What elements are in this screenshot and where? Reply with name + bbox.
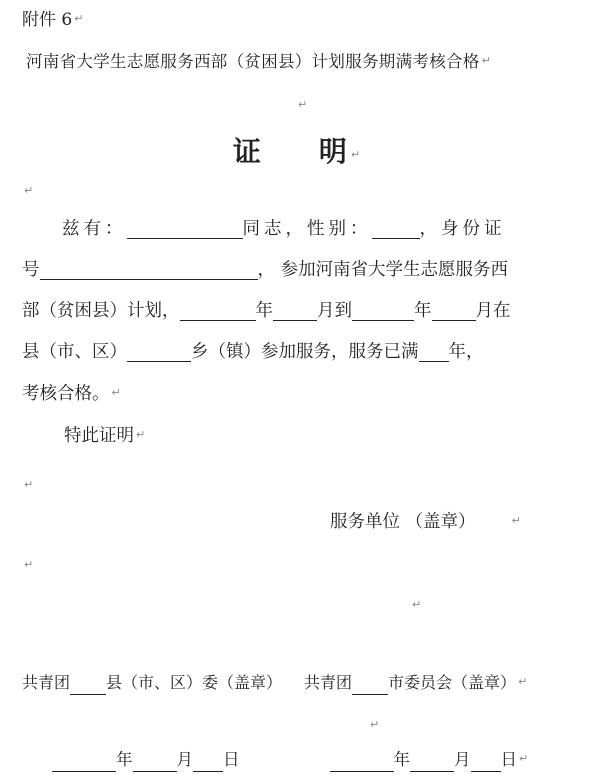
- text: 年: [414, 301, 432, 321]
- empty-paragraph: [410, 596, 421, 618]
- text: 号: [22, 260, 40, 280]
- body-line-1: [62, 219, 506, 239]
- paragraph-mark-icon: ↵: [24, 558, 34, 571]
- township-blank[interactable]: [127, 343, 191, 362]
- text: 市委员会（盖章）: [388, 673, 517, 692]
- annex-label-text: 附件 6: [22, 10, 73, 30]
- start-month-blank[interactable]: [273, 302, 317, 321]
- heading-text: 河南省大学生志愿服务西部（贫困县）计划服务期满考核合格: [26, 52, 480, 71]
- empty-paragraph: [22, 182, 33, 204]
- date-line: [52, 750, 528, 772]
- text: 年，: [448, 342, 484, 362]
- city-blank[interactable]: [352, 676, 388, 695]
- body-line-5: [22, 384, 121, 406]
- text: 共青团: [22, 673, 71, 692]
- text: 县（市、区）委（盖章）: [106, 673, 283, 692]
- empty-paragraph: [22, 476, 33, 498]
- empty-paragraph: [22, 556, 33, 578]
- title-char-1: 证: [232, 135, 263, 168]
- paragraph-mark-icon: ↵: [481, 54, 492, 67]
- paragraph-mark-icon: ↵: [511, 514, 521, 527]
- body-line-3: [22, 301, 511, 321]
- date-year-blank[interactable]: [52, 753, 116, 772]
- text: 月: [176, 750, 193, 769]
- text: 月: [454, 750, 471, 769]
- text: ，身份证: [419, 219, 506, 239]
- text: 服务单位 （盖章）: [330, 512, 476, 532]
- start-year-blank[interactable]: [180, 302, 256, 321]
- page-title: [0, 130, 595, 170]
- paragraph-mark-icon: ↵: [74, 12, 84, 25]
- paragraph-mark-icon: ↵: [518, 675, 528, 688]
- paragraph-mark-icon: ↵: [298, 98, 308, 111]
- text: 兹有：: [62, 219, 127, 239]
- text: 同志，性别：: [242, 219, 372, 239]
- body-line-4: [22, 342, 484, 362]
- id-number-blank[interactable]: [40, 261, 258, 280]
- paragraph-mark-icon: ↵: [370, 718, 380, 731]
- text: 共青团: [304, 673, 353, 692]
- paragraph-mark-icon: ↵: [519, 752, 529, 765]
- document-heading: [26, 52, 491, 74]
- annex-label: [22, 10, 83, 32]
- empty-paragraph: [368, 716, 379, 738]
- text: ， 参加河南省大学生志愿服务西: [257, 260, 509, 280]
- title-char-2: 明: [318, 135, 349, 168]
- date-year-blank-2[interactable]: [330, 753, 394, 772]
- text: 乡（镇）参加服务，服务已满: [191, 342, 419, 362]
- paragraph-mark-icon: ↵: [111, 386, 121, 399]
- special-certify: [64, 426, 145, 448]
- text: 年: [255, 301, 273, 321]
- text: 考核合格。: [22, 384, 110, 404]
- date-month-blank[interactable]: [133, 753, 177, 772]
- end-month-blank[interactable]: [432, 302, 476, 321]
- paragraph-mark-icon: ↵: [24, 184, 34, 197]
- date-day-blank-2[interactable]: [471, 753, 501, 772]
- text: 部（贫困县）计划，: [22, 301, 180, 321]
- text: 日: [500, 750, 517, 769]
- paragraph-mark-icon: ↵: [412, 598, 422, 611]
- text: 年: [393, 750, 410, 769]
- name-blank[interactable]: [127, 220, 243, 239]
- text: 县（市、区）: [22, 342, 127, 362]
- text: 月到: [317, 301, 352, 321]
- end-year-blank[interactable]: [352, 302, 414, 321]
- text: 日: [223, 750, 240, 769]
- empty-paragraph: [296, 96, 307, 118]
- date-month-blank-2[interactable]: [410, 753, 454, 772]
- body-line-2: [22, 260, 508, 280]
- seal-line: [22, 673, 527, 695]
- county-blank[interactable]: [70, 676, 106, 695]
- paragraph-mark-icon: ↵: [350, 148, 363, 161]
- text: 特此证明: [64, 426, 134, 446]
- gender-blank[interactable]: [372, 220, 420, 239]
- date-day-blank[interactable]: [193, 753, 223, 772]
- years-served-blank[interactable]: [419, 343, 449, 362]
- text: 年: [116, 750, 133, 769]
- text: 月在: [475, 301, 511, 321]
- service-unit-seal: [330, 512, 521, 534]
- paragraph-mark-icon: ↵: [136, 428, 146, 441]
- paragraph-mark-icon: ↵: [24, 478, 34, 491]
